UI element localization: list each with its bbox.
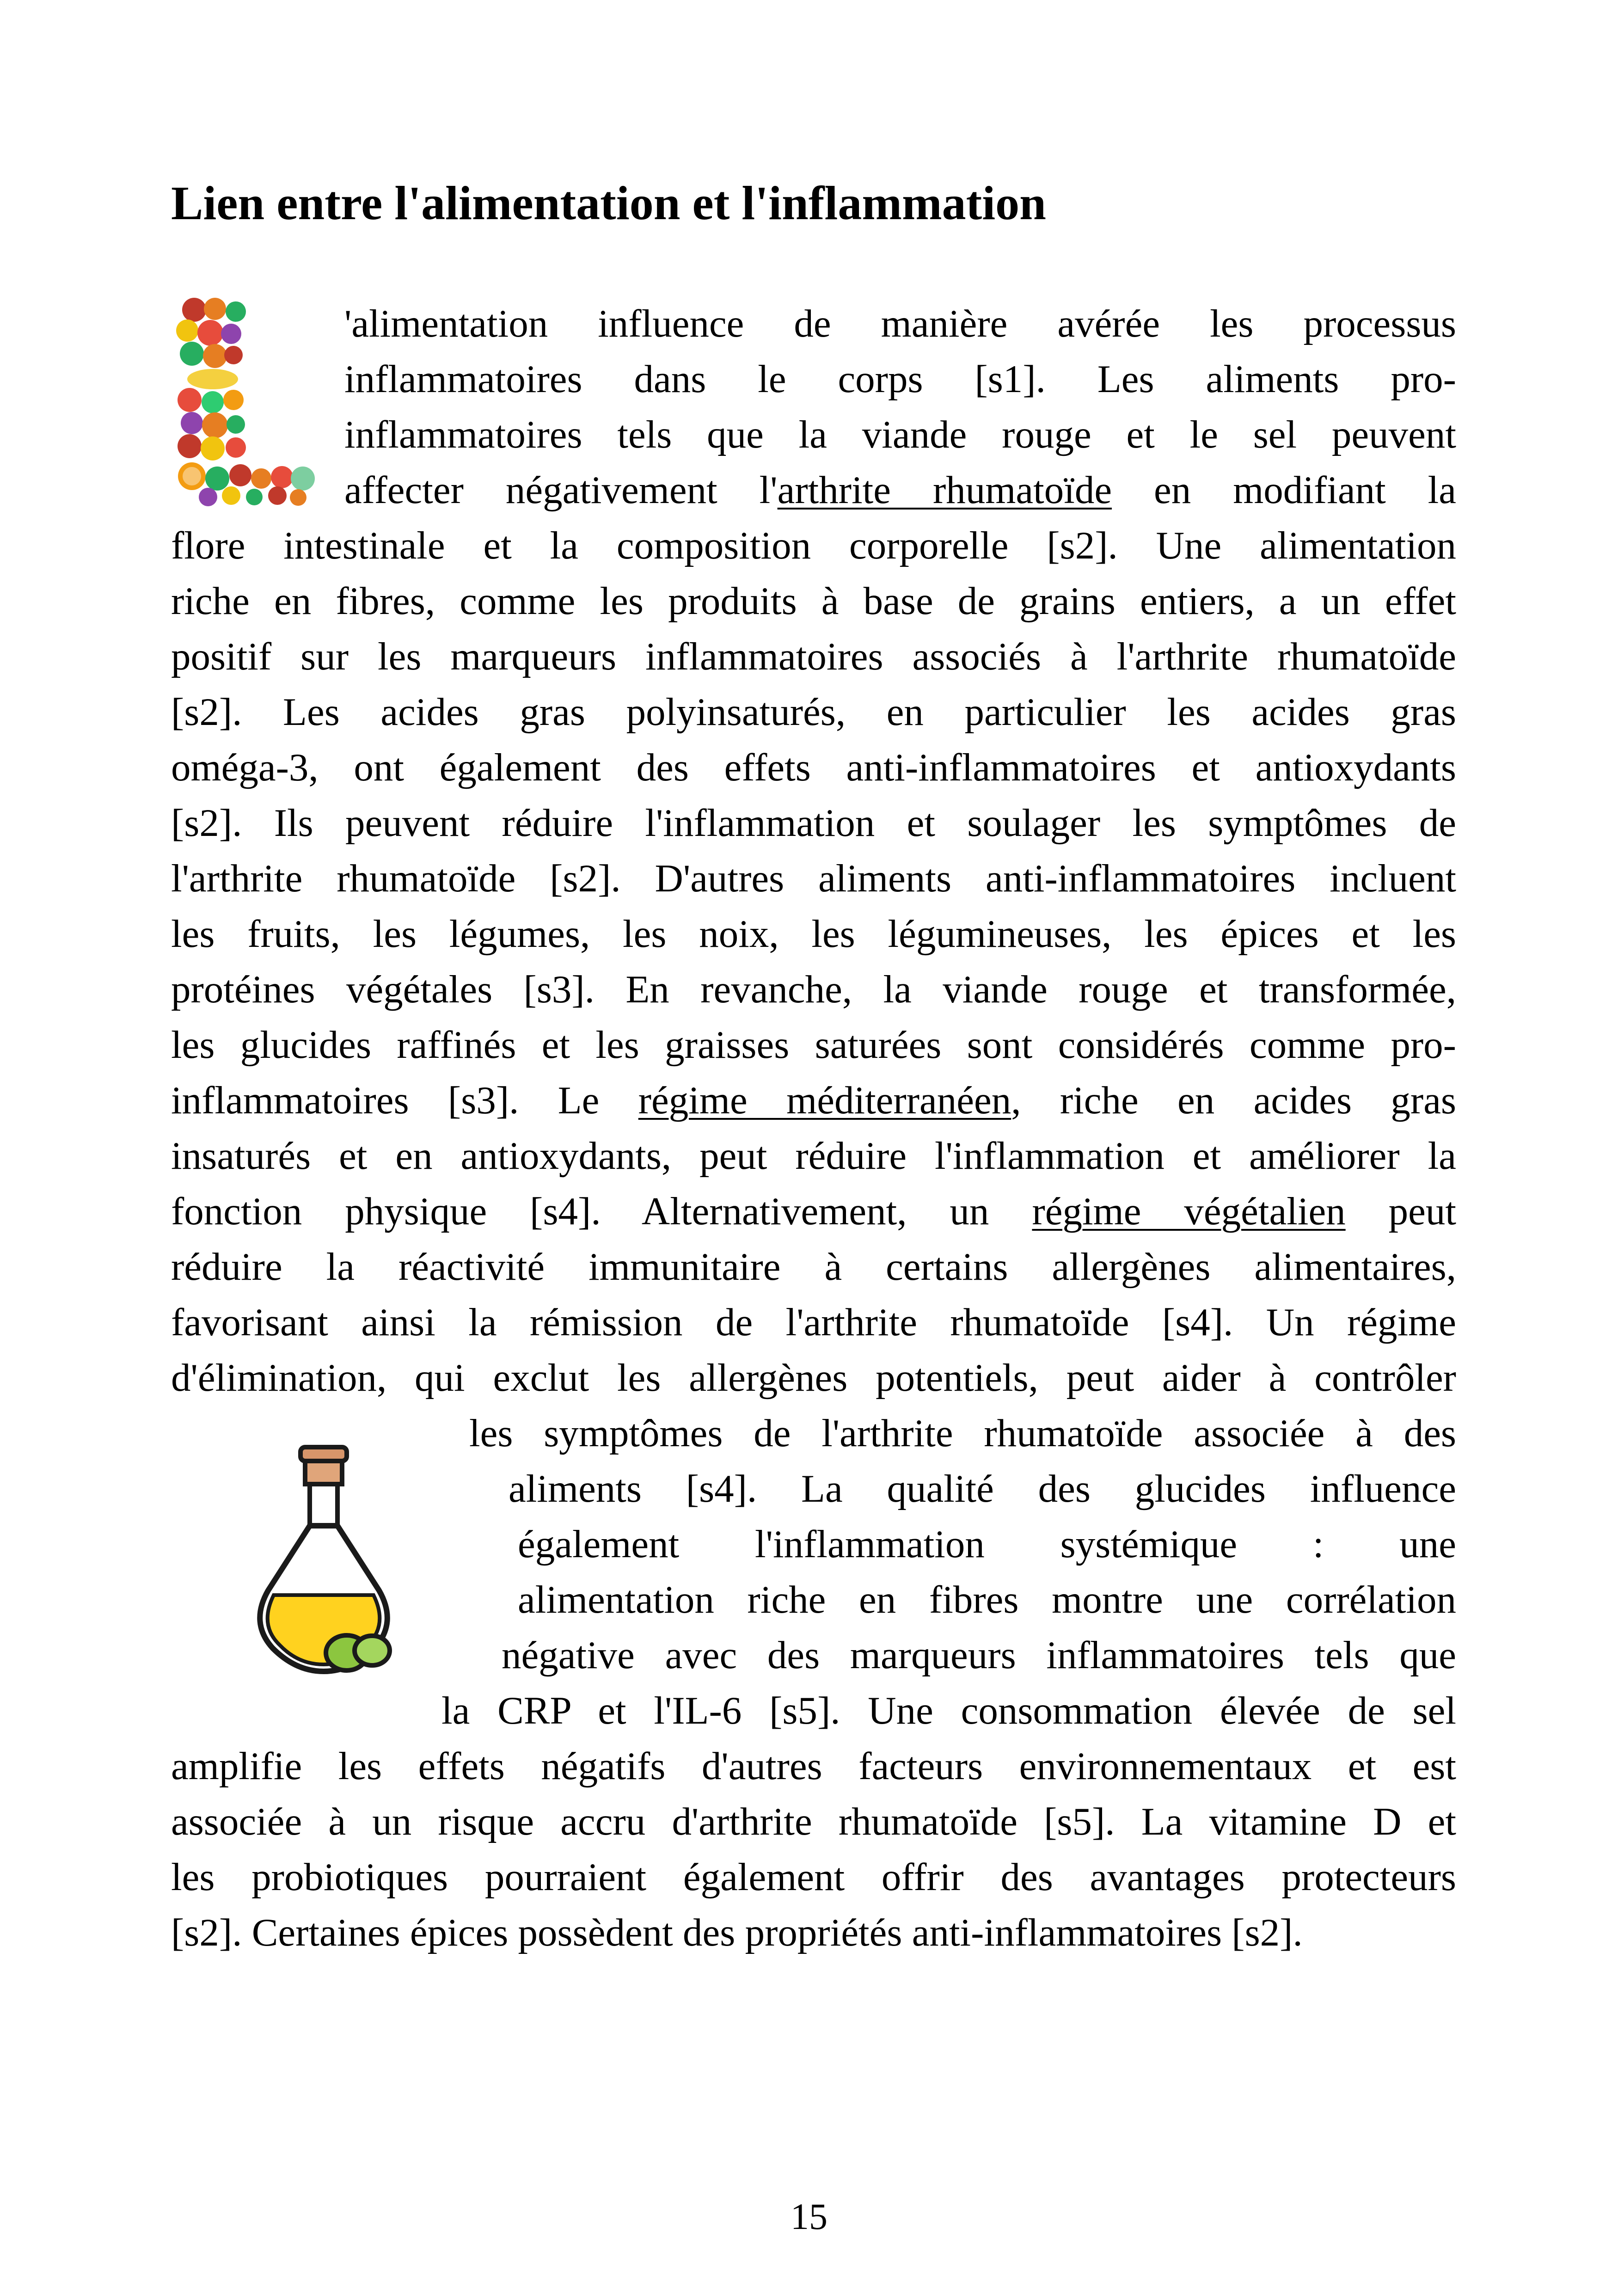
paragraph-line-17 bbox=[171, 1184, 1456, 1239]
link-regime-mediterraneen[interactable]: régime méditerranéen bbox=[638, 1079, 1011, 1122]
paragraph-line-5: flore intestinale et la composition corporelle [s2]. Une alimentation bbox=[171, 524, 1456, 567]
paragraph-line-20: d'élimination, qui exclut les allergènes potentiels, peut aider à contrôler bbox=[171, 1356, 1456, 1400]
section-title: Lien entre l'alimentation et l'inflammation bbox=[171, 177, 1047, 230]
paragraph-line-6: riche en fibres, comme les produits à base de grains entiers, a un effet bbox=[171, 579, 1456, 623]
link-regime-vegetalien[interactable]: régime végétalien bbox=[1032, 1190, 1346, 1233]
paragraph-line-13: protéines végétales [s3]. En revanche, la viande rouge et transformée, bbox=[171, 968, 1456, 1011]
paragraph-line-1: 'alimentation influence de manière avérée les processus bbox=[344, 302, 1456, 345]
paragraph-line-23: également l'inflammation systémique : une bbox=[518, 1522, 1456, 1566]
paragraph-line-28: associée à un risque accru d'arthrite rhumatoïde [s5]. La vitamine D et bbox=[171, 1800, 1456, 1843]
paragraph-line-11: l'arthrite rhumatoïde [s2]. D'autres aliments anti-inflammatoires incluent bbox=[171, 857, 1456, 900]
line-4-text-b: en modifiant la bbox=[1112, 468, 1456, 512]
paragraph-line-16: insaturés et en antioxydants, peut réduire l'inflammation et améliorer la bbox=[171, 1134, 1456, 1178]
paragraph-line-15 bbox=[171, 1073, 1456, 1128]
paragraph-line-8: [s2]. Les acides gras polyinsaturés, en particulier les acides gras bbox=[171, 690, 1456, 734]
paragraph-line-24: alimentation riche en fibres montre une corrélation bbox=[518, 1578, 1456, 1621]
oil-bottle-icon bbox=[240, 1438, 407, 1697]
fruit-letter-l-dropcap-icon bbox=[166, 296, 324, 509]
paragraph-line-2: inflammatoires dans le corps [s1]. Les aliments pro- bbox=[344, 357, 1456, 401]
link-arthrite-rhumatoide[interactable]: arthrite rhumatoïde bbox=[777, 468, 1112, 512]
paragraph-line-10: [s2]. Ils peuvent réduire l'inflammation et soulager les symptômes de bbox=[171, 801, 1456, 845]
paragraph-line-14: les glucides raffinés et les graisses saturées sont considérés comme pro- bbox=[171, 1023, 1456, 1067]
paragraph-line-27: amplifie les effets négatifs d'autres facteurs environnementaux et est bbox=[171, 1744, 1456, 1788]
paragraph-line-30: [s2]. Certaines épices possèdent des propriétés anti-inflammatoires [s2]. bbox=[171, 1911, 1303, 1954]
paragraph-line-4 bbox=[344, 462, 1456, 518]
paragraph-line-22: aliments [s4]. La qualité des glucides influence bbox=[509, 1467, 1456, 1510]
paragraph-line-9: oméga-3, ont également des effets anti-inflammatoires et antioxydants bbox=[171, 746, 1456, 789]
line-17-text-a: fonction physique [s4]. Alternativement, un bbox=[171, 1190, 1032, 1233]
paragraph-line-12: les fruits, les légumes, les noix, les légumineuses, les épices et les bbox=[171, 912, 1456, 956]
paragraph-line-7: positif sur les marqueurs inflammatoires associés à l'arthrite rhumatoïde bbox=[171, 635, 1456, 678]
paragraph-line-21: les symptômes de l'arthrite rhumatoïde associée à des bbox=[469, 1412, 1456, 1455]
paragraph-line-26: la CRP et l'IL-6 [s5]. Une consommation élevée de sel bbox=[441, 1689, 1456, 1732]
page-number: 15 bbox=[791, 2197, 827, 2237]
paragraph-line-19: favorisant ainsi la rémission de l'arthrite rhumatoïde [s4]. Un régime bbox=[171, 1301, 1456, 1344]
paragraph-line-3: inflammatoires tels que la viande rouge et le sel peuvent bbox=[344, 413, 1456, 456]
line-15-text-b: , riche en acides gras bbox=[1011, 1079, 1456, 1122]
line-4-text-a: affecter négativement l' bbox=[344, 468, 778, 512]
paragraph-line-18: réduire la réactivité immunitaire à certains allergènes alimentaires, bbox=[171, 1245, 1456, 1289]
paragraph-line-29: les probiotiques pourraient également offrir des avantages protecteurs bbox=[171, 1855, 1456, 1899]
line-17-text-b: peut bbox=[1345, 1190, 1457, 1233]
paragraph-line-25: négative avec des marqueurs inflammatoires tels que bbox=[502, 1633, 1456, 1677]
line-15-text-a: inflammatoires [s3]. Le bbox=[171, 1079, 638, 1122]
